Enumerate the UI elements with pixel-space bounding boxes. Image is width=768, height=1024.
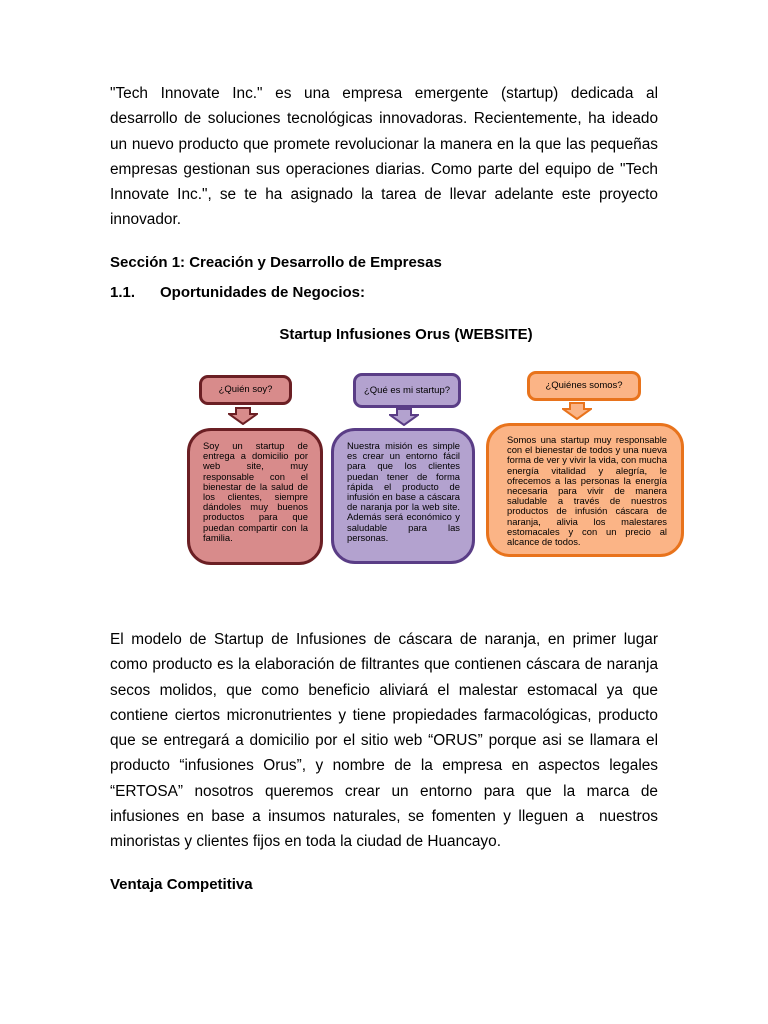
body-line: El modelo de Startup de Infusiones de cáscara de naranja, en primer lugar: [110, 631, 658, 648]
intro-paragraph: [110, 81, 658, 233]
body-line: como producto es la elaboración de filtrantes que contienen cáscara de naranja: [110, 656, 658, 674]
diagram-title: Startup Infusiones Orus (WEBSITE): [279, 326, 533, 343]
body-line: “ERTOSA” nosotros queremos crear un entorno para que la marca de: [110, 782, 658, 800]
question-box-que-es-mi-startup: [353, 373, 461, 408]
body-paragraph: [110, 627, 658, 855]
ventaja-heading: Ventaja Competitiva: [110, 876, 253, 893]
question-box-quien-soy: [199, 375, 292, 405]
arrow-down-icon: [562, 402, 592, 420]
arrow-down-icon: [228, 407, 258, 425]
subsection-title: Oportunidades de Negocios:: [160, 284, 366, 301]
answer-box-que-es-mi-startup: [331, 428, 475, 564]
body-line: secos molidos, que como beneficio aliviará el malestar estomacal ya que: [110, 681, 658, 699]
question-text: ¿Quiénes somos?: [545, 380, 623, 391]
body-line: contiene ciertos micronutrientes y tiene propiedades farmacológicas, producto: [110, 706, 658, 724]
intro-line: "Tech Innovate Inc." es una empresa emergente (startup) dedicada al: [110, 85, 658, 102]
answer-text: Somos una startup muy responsable con el bienestar de todos y una nueva forma de ver y vivir la vida, con mucha energía vitalidad y alegría, le ofrecemos a las personas la energía necesaria para vivir de manera saludable a través de nuestros productos de infusión cáscara de naranja, alivia los malestares estomacales y con un precio al alcance de todos.: [507, 434, 667, 548]
answer-text: Nuestra misión es simple es crear un entorno fácil para que los clientes puedan tener de forma rápida el producto de infusión en base a cáscara de naranja por la web site. Además será económico y saludable para las personas.: [347, 440, 460, 543]
body-line: minoristas y clientes fijos en toda la ciudad de Huancayo.: [110, 833, 501, 851]
question-text: ¿Quién soy?: [218, 384, 273, 395]
subsection-number: 1.1.: [110, 284, 136, 301]
question-text: ¿Qué es mi startup?: [363, 384, 451, 396]
answer-box-quien-soy: [187, 428, 323, 565]
question-box-quienes-somos: [527, 371, 641, 401]
section-heading: Sección 1: Creación y Desarrollo de Empresas: [110, 254, 442, 271]
intro-line: empresas gestionan sus operaciones diarias. Como parte del equipo de "Tech: [110, 160, 658, 178]
answer-box-quienes-somos: [486, 423, 684, 557]
body-line: infusiones en base a insumos naturales, se fomenten y lleguen a nuestros: [110, 808, 658, 826]
intro-line: Innovate Inc.", se te ha asignado la tarea de llevar adelante este proyecto: [110, 186, 658, 204]
intro-line: desarrollo de soluciones tecnológicas innovadoras. Recientemente, ha ideado: [110, 110, 658, 128]
arrow-down-icon: [389, 408, 419, 426]
intro-line: un nuevo producto que promete revolucionar la manera en la que las pequeñas: [110, 135, 658, 153]
body-line: producto “infusiones Orus”, y nombre de la empresa en aspectos legales: [110, 757, 658, 775]
body-line: que se entregará a domicilio por el sitio web “ORUS” porque asi se llamara el: [110, 732, 658, 750]
intro-line: innovador.: [110, 211, 182, 229]
answer-text: Soy un startup de entrega a domicilio por web site, muy responsable con el bienestar de la salud de los clientes, siempre dándoles muy buenos productos para que puedan compartir con la familia.: [203, 440, 308, 543]
